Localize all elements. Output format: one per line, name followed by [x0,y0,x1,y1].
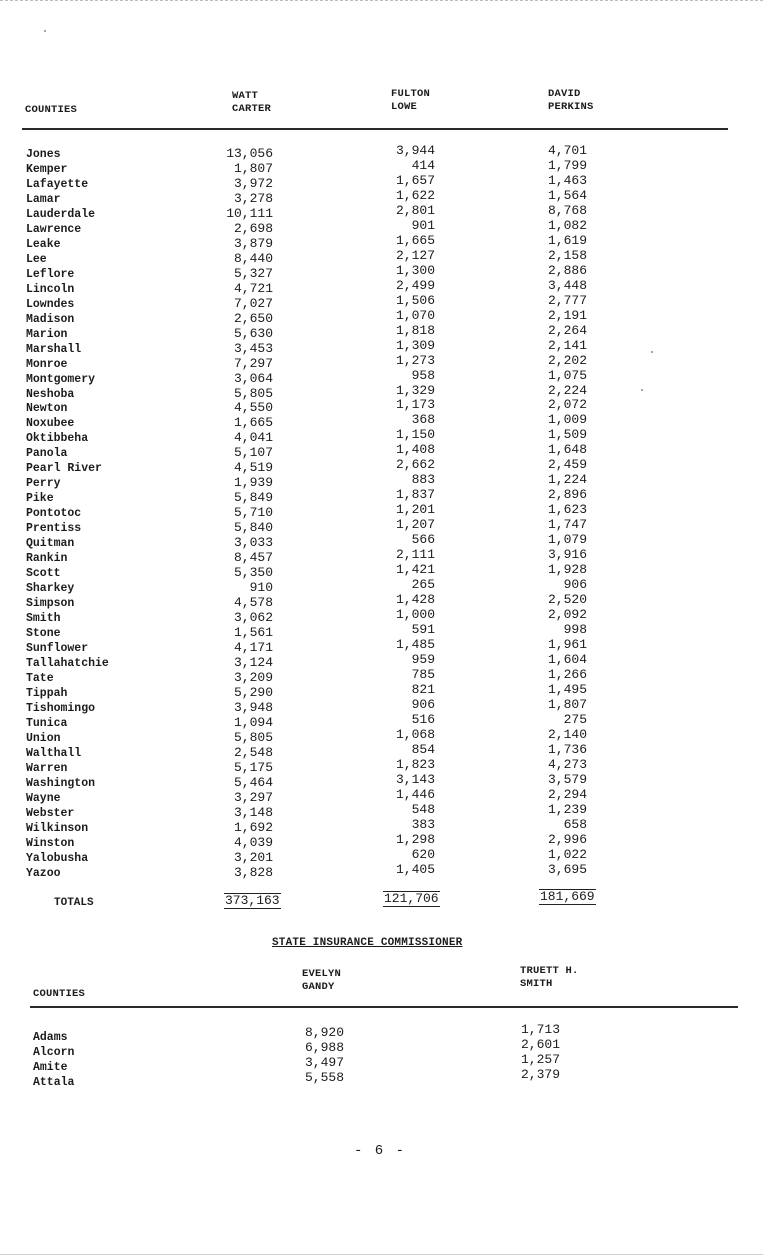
carter-votes: 5,464 [233,774,273,790]
scan-speck [651,351,653,353]
perkins-votes: 2,140 [547,726,587,742]
lowe-votes: 883 [411,472,435,488]
header-gandy-first: EVELYN [302,968,342,980]
carter-votes: 5,290 [233,684,273,700]
carter-votes: 1,094 [233,714,273,730]
county-name: Wilkinson [26,821,89,835]
perkins-votes: 1,623 [547,502,587,518]
header-carter [232,90,271,116]
carter-votes: 5,840 [233,520,273,536]
totals-label: TOTALS [54,897,94,909]
gandy-vote-column [280,1025,344,1085]
carter-votes: 5,107 [233,445,273,461]
carter-votes: 3,201 [233,849,273,865]
perkins-votes: 1,747 [547,517,587,533]
page-number: - 6 - [354,1143,407,1159]
carter-votes: 3,124 [233,654,273,670]
county-name: Monroe [26,357,68,371]
carter-votes: 1,665 [233,415,273,431]
county-name: Yalobusha [26,851,89,865]
county-name: Marshall [26,342,82,356]
perkins-votes: 275 [563,711,587,727]
perkins-votes: 2,224 [547,382,587,398]
lowe-votes: 906 [411,696,435,712]
perkins-votes: 998 [563,622,587,637]
perkins-votes: 1,495 [547,681,587,697]
carter-votes: 4,039 [233,834,273,850]
county-name: Alcorn [33,1046,75,1059]
perkins-votes: 2,092 [547,607,587,623]
perkins-votes: 3,579 [547,771,587,787]
lowe-votes: 2,662 [395,457,435,473]
county-name: Attala [33,1076,75,1089]
lowe-votes: 1,150 [395,427,435,443]
lowe-votes: 1,657 [395,172,435,188]
lowe-votes: 959 [411,651,435,667]
perkins-votes: 2,264 [547,322,587,338]
header-perkins-first: DAVID [548,88,581,100]
perkins-votes: 2,896 [547,487,587,503]
county-name: Simpson [26,597,75,611]
total-carter: 373,163 [225,893,280,908]
county-name: Washington [26,776,96,790]
county-name: Tishomingo [26,701,96,715]
header-rule [22,128,728,130]
perkins-votes: 8,768 [547,202,587,218]
carter-votes: 7,297 [233,355,273,371]
lowe-votes: 1,173 [395,397,435,413]
county-name: Tunica [26,716,68,730]
smith-votes: 1,713 [520,1022,560,1037]
county-name: Sunflower [26,641,89,655]
carter-votes: 3,209 [233,669,273,685]
lowe-votes: 1,818 [395,322,435,338]
perkins-votes: 1,224 [547,472,587,488]
lowe-votes: 1,506 [395,292,435,308]
county-name: Newton [26,402,68,416]
perkins-votes: 1,961 [547,636,587,652]
lowe-votes: 1,273 [395,352,435,368]
carter-votes: 2,548 [233,744,273,760]
perkins-votes: 1,509 [547,427,587,443]
county-name: Kemper [26,162,68,176]
perkins-votes: 1,648 [547,442,587,458]
top-dashed-border [0,0,763,1]
lowe-votes: 821 [411,681,435,697]
perkins-votes: 2,141 [547,337,587,353]
carter-votes: 4,721 [233,280,273,296]
county-name: Warren [26,761,68,775]
perkins-votes: 1,079 [547,532,587,548]
lowe-votes: 1,300 [395,262,435,278]
county-name: Lauderdale [26,207,96,221]
perkins-votes: 3,695 [547,861,587,877]
county-name: Marion [26,327,68,341]
carter-votes: 1,939 [233,475,273,491]
total-lowe: 121,706 [384,891,439,906]
county-name: Rankin [26,552,68,566]
county-name: Tate [26,671,54,685]
lowe-votes: 1,837 [395,487,435,503]
lowe-votes: 3,944 [395,143,435,158]
lowe-votes: 566 [411,532,435,548]
carter-votes: 8,440 [233,250,273,266]
lowe-votes: 383 [411,816,435,832]
perkins-votes: 1,928 [547,562,587,578]
county-name: Sharkey [26,582,75,596]
county-name: Union [26,731,61,745]
perkins-votes: 4,273 [547,756,587,772]
lowe-votes: 620 [411,846,435,862]
lowe-votes: 516 [411,711,435,727]
county-name: Perry [26,477,61,491]
lowe-votes: 1,421 [395,562,435,578]
carter-votes: 3,033 [233,535,273,551]
perkins-votes: 1,736 [547,741,587,757]
county-name: Scott [26,567,61,581]
header-smith [520,965,579,991]
perkins-votes: 2,777 [547,292,587,308]
lowe-votes: 1,665 [395,232,435,248]
perkins-vote-column [512,144,587,877]
carter-votes: 3,278 [233,190,273,206]
scan-speck [44,30,46,32]
lowe-votes: 785 [411,666,435,682]
smith-votes: 1,257 [520,1052,560,1067]
lowe-votes: 1,207 [395,517,435,533]
county-name: Stone [26,627,61,640]
lowe-votes: 1,298 [395,831,435,847]
county-name: Jones [26,148,61,161]
gandy-votes: 6,988 [304,1040,344,1055]
lowe-votes: 591 [411,622,435,637]
perkins-votes: 1,075 [547,367,587,383]
lowe-votes: 854 [411,741,435,757]
county-name: Tippah [26,686,68,700]
lowe-vote-column [360,144,435,877]
bottom-border [0,1254,763,1255]
perkins-votes: 1,564 [547,187,587,203]
header2-rule [30,1006,738,1008]
carter-votes: 3,064 [233,370,273,386]
county-name: Pontotoc [26,507,82,521]
perkins-votes: 3,448 [547,277,587,293]
carter-votes: 8,457 [233,550,273,566]
gandy-votes: 8,920 [304,1025,344,1040]
gandy-votes: 3,497 [304,1055,344,1070]
header-carter-first: WATT [232,90,259,102]
county-name: Tallahatchie [26,656,109,670]
lowe-votes: 1,201 [395,502,435,518]
carter-votes: 4,041 [233,430,273,446]
perkins-votes: 2,202 [547,352,587,368]
lowe-votes: 1,405 [395,861,435,877]
carter-votes: 2,650 [233,310,273,326]
lowe-votes: 1,329 [395,382,435,398]
carter-votes: 5,805 [233,385,273,401]
county-name: Lafayette [26,177,89,191]
perkins-votes: 1,799 [547,157,587,173]
county-name: Wayne [26,791,61,805]
total-perkins: 181,669 [540,889,595,904]
lowe-votes: 1,309 [395,337,435,353]
lowe-votes: 2,111 [395,547,435,563]
county-name: Lowndes [26,297,75,311]
carter-vote-column [200,147,273,880]
carter-votes: 4,550 [233,400,273,416]
header-gandy-last: GANDY [302,981,335,993]
county-name: Leake [26,237,61,251]
perkins-votes: 1,266 [547,666,587,682]
carter-votes: 1,561 [233,625,273,640]
header-gandy [302,968,341,994]
scan-speck [641,389,643,391]
county-name: Yazoo [26,866,61,880]
lowe-votes: 368 [411,412,435,428]
header-perkins-last: PERKINS [548,101,594,113]
smith-vote-column [496,1022,560,1082]
county-name-list-2 [33,1030,74,1090]
county-name: Oktibbeha [26,432,89,446]
carter-votes: 5,327 [233,265,273,281]
carter-votes: 5,805 [233,729,273,745]
county-name: Winston [26,836,75,850]
header-lowe-last: LOWE [391,101,418,113]
carter-votes: 5,350 [233,565,273,581]
header-counties: COUNTIES [25,104,78,116]
perkins-votes: 2,191 [547,307,587,323]
carter-votes: 3,972 [233,175,273,191]
lowe-votes: 265 [411,577,435,593]
lowe-votes: 1,428 [395,592,435,608]
smith-votes: 2,601 [520,1037,560,1052]
carter-votes: 10,111 [226,205,273,221]
carter-votes: 4,519 [233,460,273,476]
lowe-votes: 1,622 [395,187,435,203]
county-name: Montgomery [26,372,96,386]
carter-votes: 3,453 [233,340,273,356]
perkins-votes: 2,886 [547,262,587,278]
smith-votes: 2,379 [520,1067,560,1082]
carter-votes: 7,027 [233,295,273,311]
header2-counties: COUNTIES [33,988,86,1000]
county-name: Pike [26,492,54,506]
header-lowe-first: FULTON [391,88,431,100]
county-name: Lamar [26,192,61,206]
lowe-votes: 548 [411,801,435,817]
carter-votes: 1,807 [233,160,273,176]
lowe-votes: 1,000 [395,607,435,623]
county-name: Smith [26,612,61,626]
header-smith-first: TRUETT H. [520,965,579,977]
perkins-votes: 3,916 [547,547,587,563]
perkins-votes: 1,463 [547,172,587,188]
lowe-votes: 1,485 [395,636,435,652]
county-name: Noxubee [26,417,75,431]
header-perkins [548,88,594,114]
carter-votes: 13,056 [226,146,273,161]
gandy-votes: 5,558 [304,1070,344,1085]
county-name: Neshoba [26,387,75,401]
carter-votes: 3,879 [233,235,273,251]
carter-votes: 3,948 [233,699,273,715]
lowe-votes: 1,823 [395,756,435,772]
perkins-votes: 2,996 [547,831,587,847]
county-name: Lee [26,252,47,266]
perkins-votes: 658 [563,816,587,832]
header-smith-last: SMITH [520,978,553,990]
perkins-votes: 1,009 [547,412,587,428]
lowe-votes: 414 [411,157,435,173]
county-name: Lawrence [26,222,82,236]
county-name: Walthall [26,746,82,760]
county-name: Amite [33,1061,68,1074]
carter-votes: 3,062 [233,610,273,626]
county-name: Leflore [26,267,75,281]
carter-votes: 910 [249,580,273,596]
county-name: Quitman [26,537,75,551]
carter-votes: 4,171 [233,639,273,655]
perkins-votes: 2,158 [547,247,587,263]
lowe-votes: 1,068 [395,726,435,742]
lowe-votes: 1,070 [395,307,435,323]
county-name: Adams [33,1031,68,1044]
county-name: Panola [26,447,68,461]
perkins-votes: 1,082 [547,217,587,233]
perkins-votes: 1,022 [547,846,587,862]
lowe-votes: 2,127 [395,247,435,263]
carter-votes: 3,148 [233,804,273,820]
carter-votes: 5,849 [233,490,273,506]
lowe-votes: 1,408 [395,442,435,458]
county-name: Prentiss [26,522,82,536]
lowe-votes: 1,446 [395,786,435,802]
perkins-votes: 1,604 [547,651,587,667]
perkins-votes: 1,239 [547,801,587,817]
header-carter-last: CARTER [232,103,272,115]
carter-votes: 4,578 [233,595,273,611]
perkins-votes: 1,807 [547,696,587,712]
header-lowe [391,88,430,114]
lowe-votes: 901 [411,217,435,233]
carter-votes: 1,692 [233,819,273,835]
section-title: STATE INSURANCE COMMISSIONER [272,937,463,949]
county-name: Madison [26,312,75,326]
lowe-votes: 958 [411,367,435,383]
county-name: Webster [26,806,75,820]
county-name: Lincoln [26,282,75,296]
lowe-votes: 2,499 [395,277,435,293]
carter-votes: 5,175 [233,759,273,775]
carter-votes: 3,297 [233,789,273,805]
perkins-votes: 2,294 [547,786,587,802]
carter-votes: 2,698 [233,220,273,236]
perkins-votes: 2,072 [547,397,587,413]
county-name: Pearl River [26,462,102,476]
carter-votes: 5,710 [233,505,273,521]
perkins-votes: 4,701 [547,143,587,158]
carter-votes: 3,828 [233,864,273,880]
carter-votes: 5,630 [233,325,273,341]
county-name-list [26,148,109,881]
perkins-votes: 2,520 [547,592,587,608]
lowe-votes: 2,801 [395,202,435,218]
lowe-votes: 3,143 [395,771,435,787]
perkins-votes: 906 [563,577,587,593]
perkins-votes: 2,459 [547,457,587,473]
perkins-votes: 1,619 [547,232,587,248]
